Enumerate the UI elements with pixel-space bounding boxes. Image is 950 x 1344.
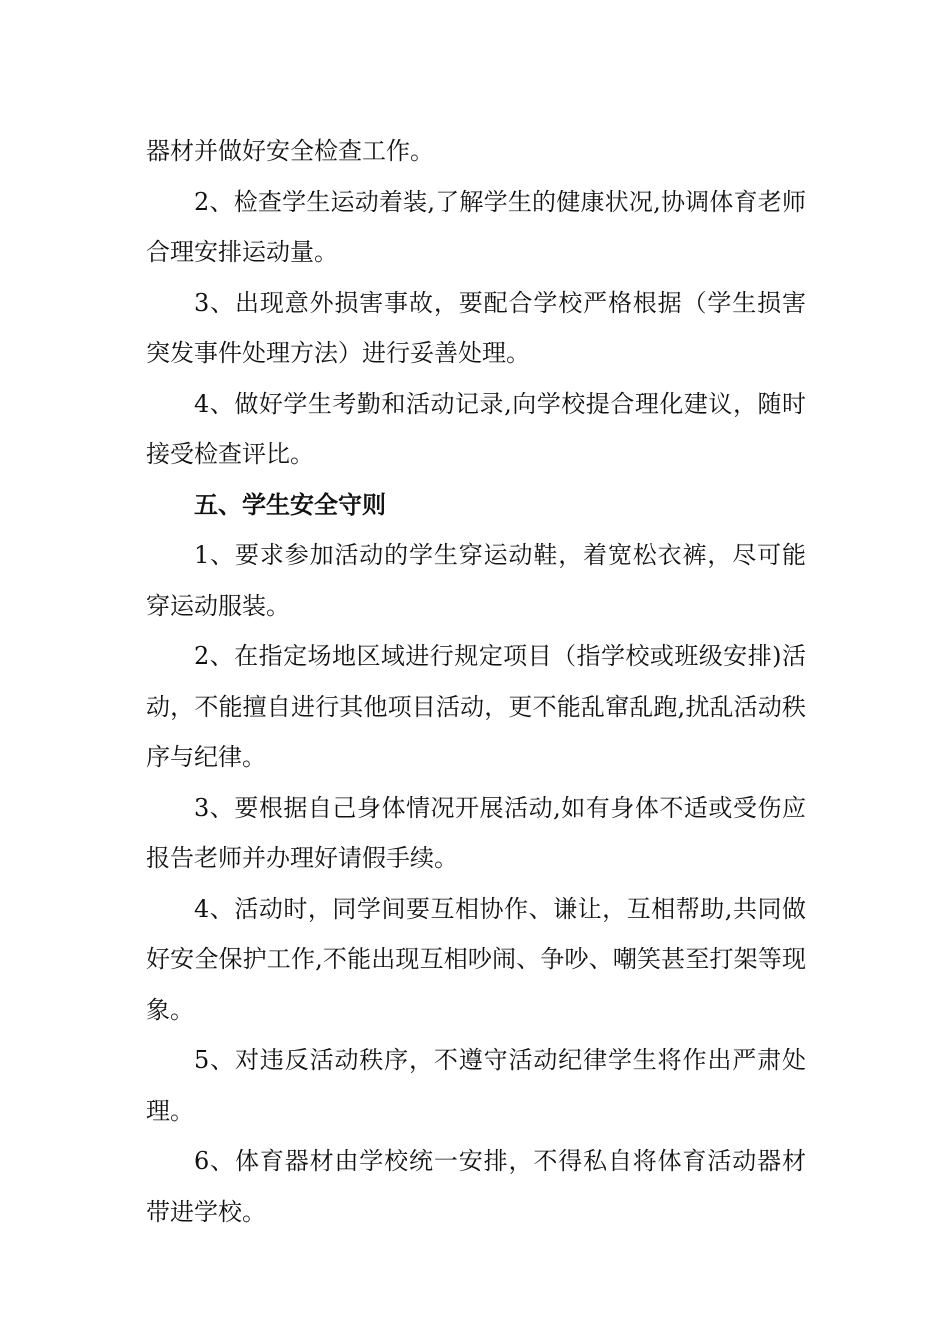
paragraph-rule-3-health-condition: 3、要根据自己身体情况开展活动,如有身体不适或受伤应报告老师并办理好请假手续。 (146, 793, 806, 872)
paragraph-rule-4-cooperation: 4、活动时，同学间要互相协作、谦让，互相帮助,共同做好安全保护工作,不能出现互相吵闹、争吵、嘲笑甚至打架等现象。 (146, 894, 806, 1024)
paragraph-item-4-attendance-records: 4、做好学生考勤和活动记录,向学校提合理化建议，随时接受检查评比。 (146, 389, 806, 468)
paragraph-rule-1-sports-shoes: 1、要求参加活动的学生穿运动鞋，着宽松衣裤，尽可能穿运动服装。 (146, 541, 806, 620)
paragraph-rule-2-designated-area: 2、在指定场地区域进行规定项目（指学校或班级安排)活动，不能擅自进行其他项目活动，更不能乱窜乱跑,扰乱活动秩序与纪律。 (146, 642, 806, 771)
section-heading-student-safety-rules: 五、学生安全守则 (194, 490, 386, 519)
paragraph-rule-6-equipment: 6、体育器材由学校统一安排，不得私自将体育活动器材带进学校。 (146, 1147, 806, 1226)
paragraph-rule-5-discipline: 5、对违反活动秩序，不遵守活动纪律学生将作出严肃处理。 (146, 1046, 806, 1125)
paragraph-item-2-check-attire: 2、检查学生运动着装,了解学生的健康状况,协调体育老师合理安排运动量。 (146, 187, 806, 266)
paragraph-continuation: 器材并做好安全检查工作。 (146, 137, 434, 165)
document-body (146, 126, 806, 1237)
paragraph-item-3-accident-handling: 3、出现意外损害事故，要配合学校严格根据（学生损害突发事件处理方法）进行妥善处理。 (146, 288, 806, 367)
